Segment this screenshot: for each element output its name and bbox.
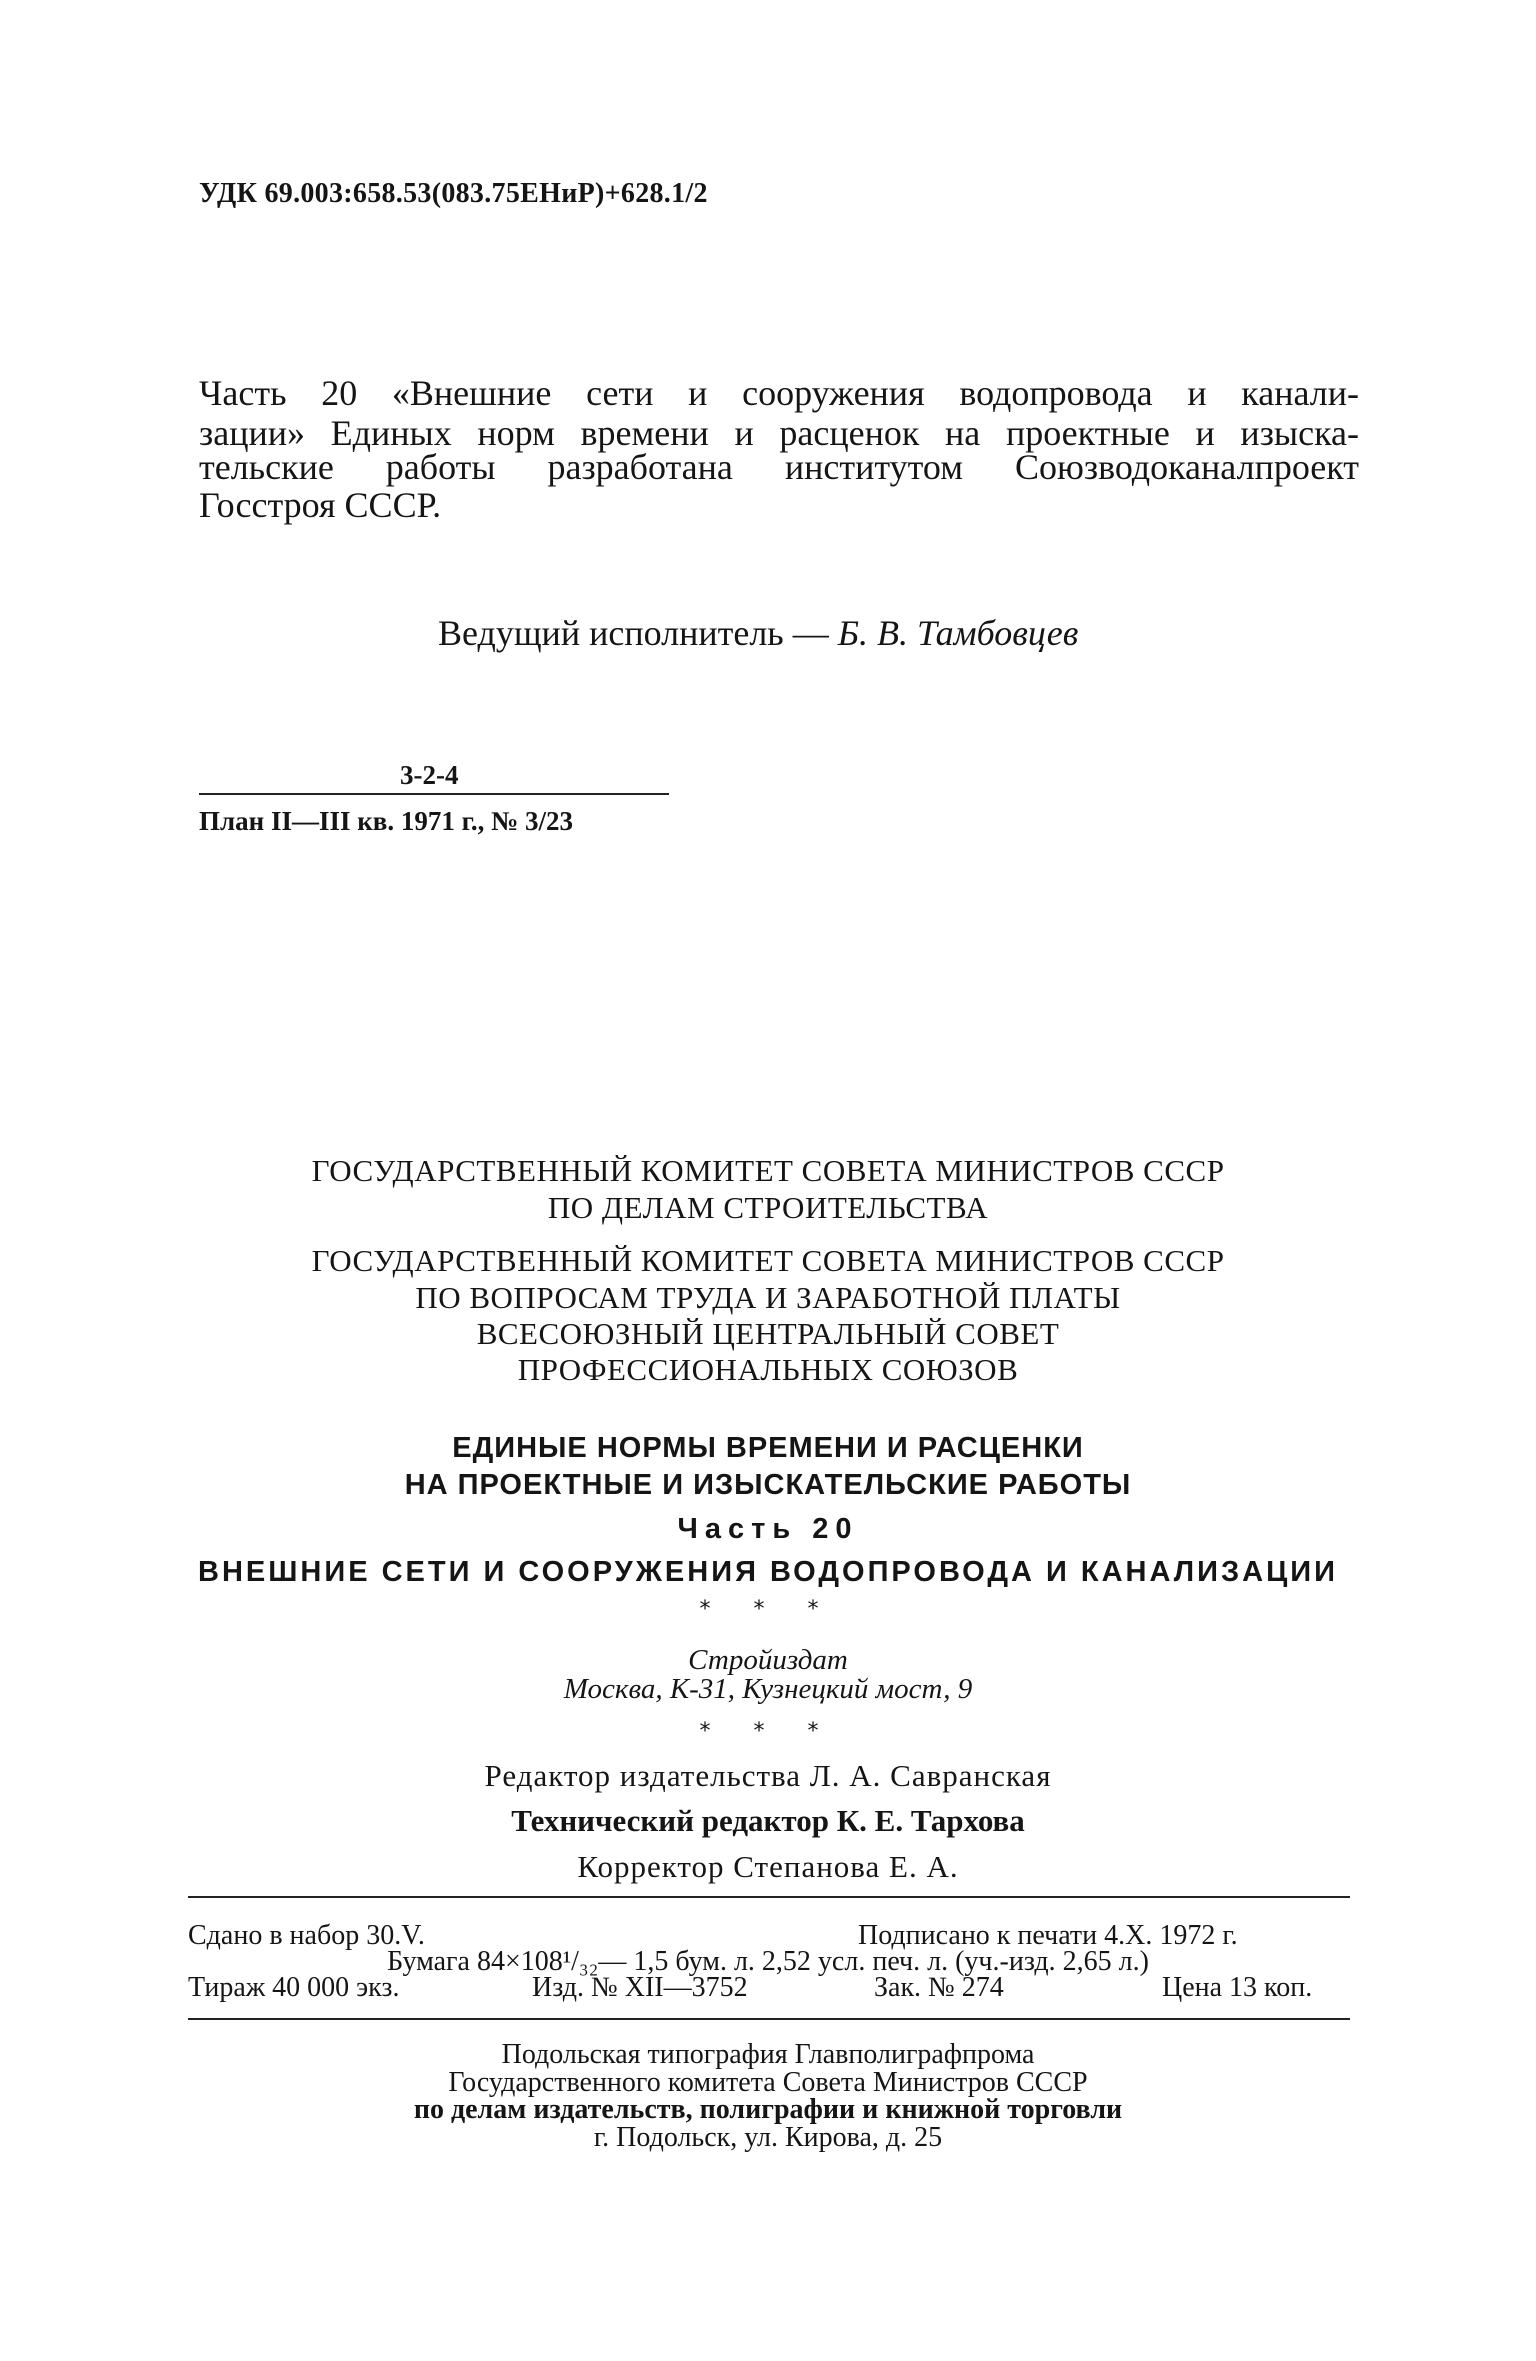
separator-stars-2: * * *: [699, 1719, 837, 1744]
imprint-rule-bottom: [188, 2018, 1350, 2020]
doc-title-line1: ЕДИНЫЕ НОРМЫ ВРЕМЕНИ И РАСЦЕНКИ: [452, 1432, 1084, 1464]
intro-line-1: Часть 20 «Внешние сети и сооружения водопровода и канали-: [199, 373, 1359, 413]
lead-name: Б. В. Тамбовцев: [837, 613, 1079, 653]
doc-subtitle: ВНЕШНИЕ СЕТИ И СООРУЖЕНИЯ ВОДОПРОВОДА И КАНАЛИЗАЦИИ: [198, 1556, 1338, 1588]
org3-line1: ВСЕСОЮЗНЫЙ ЦЕНТРАЛЬНЫЙ СОВЕТ: [476, 1316, 1060, 1351]
plan-code: 3-2-4: [400, 760, 459, 790]
tech-editor-credit: Технический редактор К. Е. Тархова: [511, 1803, 1025, 1838]
org1-line2: ПО ДЕЛАМ СТРОИТЕЛЬСТВА: [547, 1190, 989, 1225]
editor-credit: Редактор издательства Л. А. Савранская: [484, 1758, 1052, 1793]
org2-line2: ПО ВОПРОСАМ ТРУДА И ЗАРАБОТНОЙ ПЛАТЫ: [415, 1280, 1121, 1315]
separator-stars-1: * * *: [699, 1597, 837, 1622]
org2-line1: ГОСУДАРСТВЕННЫЙ КОМИТЕТ СОВЕТА МИНИСТРОВ СССР: [311, 1243, 1225, 1278]
lead-executor: [438, 612, 1078, 654]
imprint-print-run: Тираж 40 000 экз.: [188, 1972, 400, 2003]
printer-line4: г. Подольск, ул. Кирова, д. 25: [593, 2122, 943, 2153]
printer-line1: Подольская типография Главполиграфпрома: [501, 2039, 1035, 2070]
plan-text: План II—III кв. 1971 г., № 3/23: [199, 806, 573, 836]
corrector-credit: Корректор Степанова Е. А.: [577, 1849, 959, 1884]
imprint-order-no: Зак. № 274: [874, 1972, 1004, 2003]
printer-line2: Государственного комитета Совета Министров СССР: [448, 2067, 1088, 2098]
imprint-rule-top: [188, 1896, 1350, 1898]
plan-rule: [199, 793, 669, 795]
imprint-signed: Подписано к печати 4.X. 1972 г.: [858, 1920, 1238, 1951]
intro-line-4: Госстроя СССР.: [199, 485, 442, 525]
org1-line1: ГОСУДАРСТВЕННЫЙ КОМИТЕТ СОВЕТА МИНИСТРОВ СССР: [311, 1153, 1225, 1188]
printer-line3: по делам издательств, полиграфии и книжной торговли: [413, 2094, 1123, 2125]
udk-code: УДК 69.003:658.53(083.75ЕНиР)+628.1/2: [199, 178, 708, 209]
doc-title-line2: НА ПРОЕКТНЫЕ И ИЗЫСКАТЕЛЬСКИЕ РАБОТЫ: [404, 1469, 1132, 1501]
publisher-name: Стройиздат: [688, 1644, 848, 1676]
intro-line-3: тельские работы разработана институтом Союзводоканалпроект: [199, 447, 1359, 487]
org3-line2: ПРОФЕССИОНАЛЬНЫХ СОЮЗОВ: [517, 1352, 1019, 1387]
lead-label: Ведущий исполнитель —: [438, 613, 838, 653]
imprint-edition-no: Изд. № XII—3752: [532, 1972, 748, 2003]
publisher-address: Москва, К-31, Кузнецкий мост, 9: [563, 1673, 973, 1705]
intro-line-2: зации» Единых норм времени и расценок на проектные и изыска-: [199, 413, 1359, 453]
doc-part: Часть 20: [677, 1513, 859, 1545]
imprint-price: Цена 13 коп.: [1162, 1972, 1313, 2003]
imprint-paper: Бумага 84×108¹/₃₂— 1,5 бум. л. 2,52 усл. печ. л. (уч.-изд. 2,65 л.): [387, 1946, 1149, 1977]
imprint-submitted: Сдано в набор 30.V.: [188, 1920, 425, 1951]
